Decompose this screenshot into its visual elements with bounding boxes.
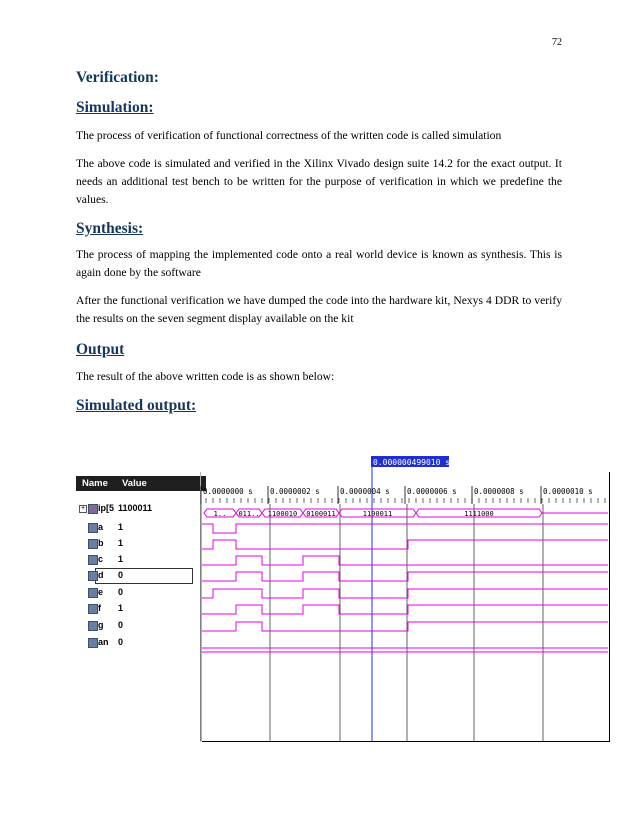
signal-name: b bbox=[98, 538, 104, 548]
time-label: 0.0000010 s bbox=[543, 487, 593, 496]
signal-name: a bbox=[98, 522, 104, 532]
signal-value: 1 bbox=[118, 554, 124, 564]
time-ruler[interactable] bbox=[201, 486, 593, 504]
simulation-heading: Simulation: bbox=[76, 99, 154, 116]
bus-segment-label: 0100011 bbox=[306, 510, 336, 518]
signal-name: e bbox=[98, 587, 104, 597]
bus-segment-label: 011.. bbox=[238, 510, 260, 518]
time-label: 0.0000008 s bbox=[474, 487, 524, 496]
time-label: 0.0000002 s bbox=[270, 487, 320, 496]
time-label: 0.0000004 s bbox=[340, 487, 390, 496]
time-ticks bbox=[206, 498, 605, 503]
cursor-label: 0.000000499010 s bbox=[373, 458, 451, 467]
simulated-output-heading-text: Simulated output: bbox=[76, 397, 197, 414]
bit-waveform bbox=[202, 622, 608, 631]
waveform-canvas[interactable] bbox=[76, 456, 610, 742]
bit-waveform bbox=[202, 589, 608, 598]
signal-value: 1 bbox=[118, 522, 124, 532]
bus-segment-label: 1.. bbox=[213, 510, 227, 518]
waveform-viewer bbox=[76, 456, 610, 742]
bus-waveform bbox=[204, 509, 608, 518]
signal-value: 1 bbox=[118, 538, 124, 548]
synthesis-paragraph-1: The process of mapping the implemented code onto a real world device is known as synthesis. This is again done by the software bbox=[76, 248, 562, 279]
signal-value: 0 bbox=[118, 620, 124, 630]
signal-value: 0 bbox=[118, 570, 124, 580]
bit-waveform bbox=[202, 540, 608, 549]
page-number: 72 bbox=[552, 37, 562, 48]
bus-segment-label: 1100010 bbox=[267, 510, 298, 518]
bus-segment-label: 1100011 bbox=[362, 510, 393, 518]
signal-value: 0 bbox=[118, 637, 124, 647]
bit-waveform bbox=[202, 556, 608, 565]
output-paragraph: The result of the above written code is as shown below: bbox=[76, 370, 335, 383]
output-heading: Output bbox=[76, 341, 125, 358]
signal-name: ip[5 bbox=[98, 503, 115, 513]
bit-waveform bbox=[202, 605, 608, 614]
time-label: 0.0000000 s bbox=[203, 487, 253, 496]
signal-value: 1100011 bbox=[118, 503, 153, 513]
time-label: 0.0000006 s bbox=[407, 487, 457, 496]
simulation-paragraph-1: The process of verification of functional correctness of the written code is called simulation bbox=[76, 129, 502, 142]
signal-value: 0 bbox=[118, 587, 124, 597]
simulated-output-heading bbox=[76, 396, 562, 416]
simulation-paragraph-2: The above code is simulated and verified in the Xilinx Vivado design suite 14.2 for the exact output. It needs an additional test bench to be written for the purpose of verification in which we predefine the values. bbox=[76, 157, 562, 206]
signal-value: 1 bbox=[118, 603, 124, 613]
synthesis-paragraph-2: After the functional verification we have dumped the code into the hardware kit, Nexys 4 DDR to verify the results on the seven segment display available on the kit bbox=[76, 294, 562, 325]
signal-name: f bbox=[98, 603, 101, 613]
value-column-header: Value bbox=[116, 476, 206, 491]
document-body bbox=[76, 62, 562, 416]
bit-waveform bbox=[202, 572, 608, 581]
bit-waveform bbox=[202, 524, 608, 533]
time-markers bbox=[201, 467, 608, 741]
signal-name: c bbox=[98, 554, 104, 564]
expand-icon[interactable]: + bbox=[80, 505, 86, 512]
synthesis-heading: Synthesis: bbox=[76, 220, 144, 237]
bus-segment-label: 1111000 bbox=[464, 510, 494, 518]
signal-name: an bbox=[98, 637, 109, 647]
bit-waveforms bbox=[202, 524, 608, 648]
verification-heading: Verification: bbox=[76, 69, 159, 86]
signal-name: d bbox=[98, 570, 104, 580]
name-column-header: Name bbox=[76, 476, 120, 491]
signal-name: g bbox=[98, 620, 104, 630]
